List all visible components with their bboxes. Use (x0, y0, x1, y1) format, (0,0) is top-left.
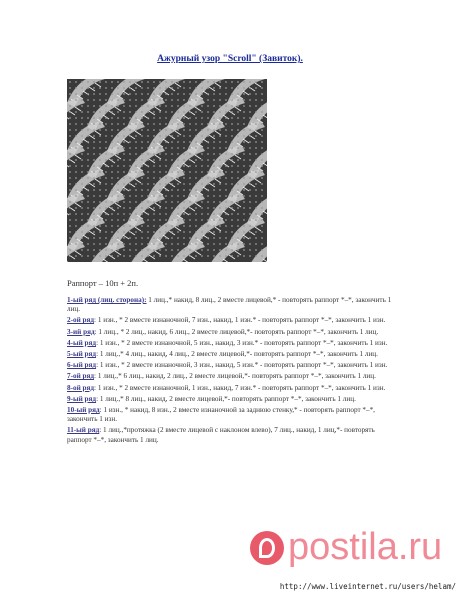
row-text: 1 лиц.,* накид, 8 лиц., 2 вместе лицевой,* - повторять раппорт *–*, закончить 1 лиц. (67, 296, 392, 314)
row-11 (67, 426, 397, 444)
row-text: : 1 лиц.,*протяжка (2 вместе лицевой с наклоном влево), 7 лиц., накид, 1 лиц,*- повторять раппорт *–*, закончить 1 лиц. (67, 426, 375, 444)
row-text: : 1 лиц.,* 6 лиц., накид, 2 лиц., 2 вместе лицевой,*- повторять раппорт *–*, закончить 1 лиц. (94, 372, 376, 381)
row-6 (67, 361, 397, 370)
row-text: : 1 изн., * 2 вместе изнаночной, 3 изн., накид, 5 изн.* - повторять раппорт *–*, закончить 1 изн. (96, 361, 388, 370)
row-text: : 1 лиц., * 2 лиц., накид, 6 лиц., 2 вместе лицевой,*- повторять раппорт *–*, закончить 1 лиц. (94, 327, 379, 336)
postila-logo-icon (250, 531, 284, 565)
source-url: http://www.liveinternet.ru/users/helam/ (279, 582, 456, 591)
watermark-brand: postila.ru (288, 526, 443, 568)
row-3 (67, 328, 397, 337)
row-label: 2-ой ряд (67, 316, 95, 325)
row-2 (67, 316, 397, 325)
row-8 (67, 384, 397, 393)
row-5 (67, 350, 397, 359)
pattern-title: Ажурный узор "Scroll" (Завиток). (157, 54, 303, 64)
row-label: 7-ой ряд (67, 372, 95, 381)
row-text: : 1 лиц.,* 8 лиц., накид, 2 вместе лицевой,*- повторять раппорт *–*, закончить 1 лиц. (96, 394, 356, 403)
row-7 (67, 372, 397, 381)
row-label: 11-ый ряд (67, 426, 100, 435)
row-label: 1-ый ряд (лиц. сторона): (67, 296, 147, 304)
row-9 (67, 395, 397, 404)
row-text: : 1 изн., * 2 вместе изнаночной, 1 изн., накид, 7 изн.* - повторять раппорт *–*, закончить 1 изн. (94, 383, 386, 392)
row-1 (67, 296, 397, 314)
row-4 (67, 339, 397, 348)
row-text: : 1 изн., * 2 вместе изнаночной, 5 изн., накид, 3 изн.* - повторять раппорт *–*, закончить 1 изн. (96, 338, 388, 347)
row-instructions (67, 296, 397, 447)
row-text: : 1 изн., * 2 вместе изнаночной, 7 изн., накид, 1 изн.* - повторять раппорт *–*, закончить 1 изн. (94, 316, 386, 325)
row-text: : 1 изн., * накид, 8 изн., 2 вместе изнаночной за заднюю стенку,* - повторять раппорт *–*, закончить 1 изн. (67, 406, 375, 424)
row-text: : 1 лиц.,* 4 лиц., накид, 4 лиц., 2 вместе лицевой,*- повторять раппорт *–*, закончить 1 лиц. (96, 350, 378, 359)
row-label: 9-ый ряд (67, 394, 97, 403)
row-label: 8-ой ряд (67, 383, 95, 392)
row-label: 4-ый ряд (67, 338, 97, 347)
knitting-swatch-photo (67, 79, 267, 262)
row-label: 10-ый ряд (67, 406, 100, 415)
postila-watermark (250, 526, 442, 569)
row-10 (67, 406, 397, 424)
row-label: 5-ый ряд (67, 350, 97, 359)
repeat-info: Раппорт – 10п + 2п. (67, 278, 139, 288)
row-label: 6-ый ряд (67, 361, 97, 370)
row-label: 3-ий ряд (67, 327, 95, 336)
